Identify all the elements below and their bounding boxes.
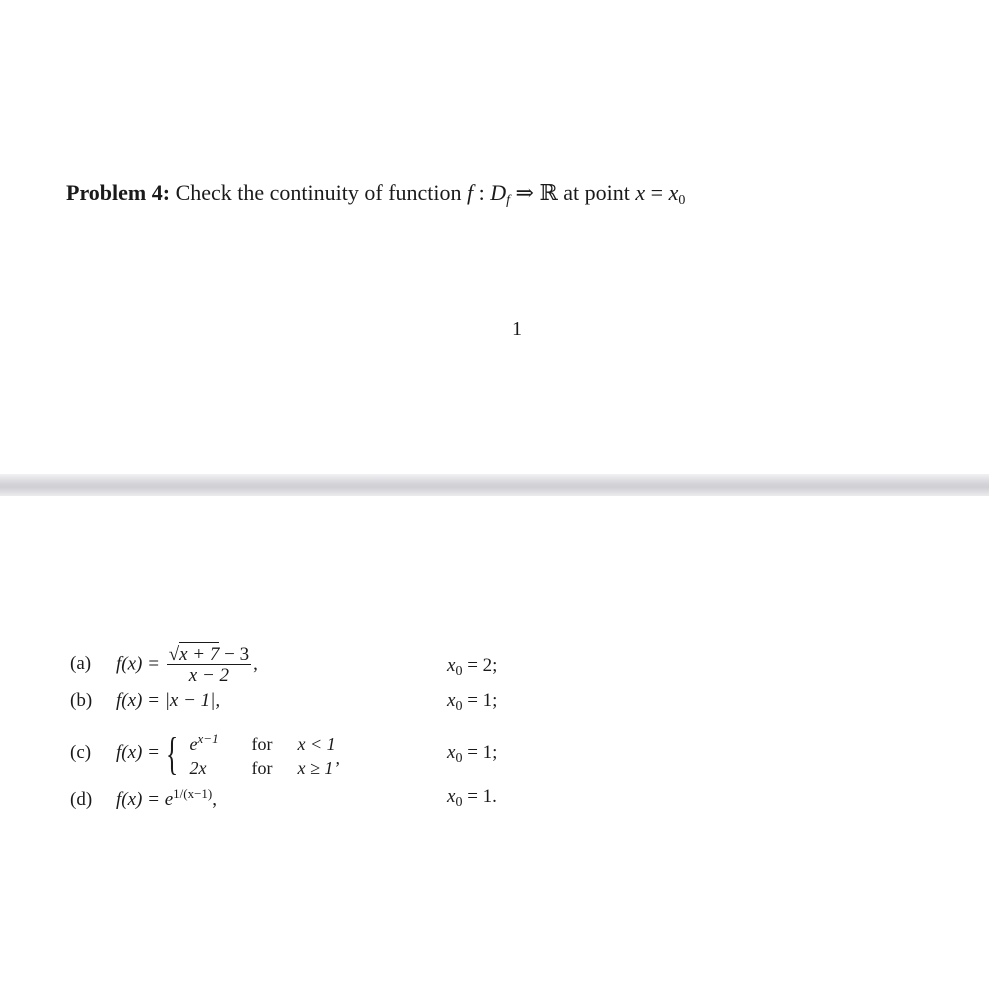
item-b xyxy=(70,690,220,712)
for-word: for xyxy=(251,758,273,778)
reals-symbol: ℝ xyxy=(539,181,558,206)
x0-subscript: 0 xyxy=(455,699,463,714)
function-symbol: f xyxy=(467,180,474,205)
page-separator xyxy=(0,474,989,496)
x0-symbol: x xyxy=(447,786,456,807)
item-c xyxy=(70,727,339,780)
item-lhs: f(x) = xyxy=(116,653,160,675)
variable-x: x xyxy=(635,180,646,205)
point-x0: x xyxy=(668,180,679,205)
x0-b xyxy=(447,690,497,715)
item-a xyxy=(70,645,258,685)
x0-value: = 2; xyxy=(462,655,498,676)
item-expression: f(x) = |x − 1|, xyxy=(116,690,221,711)
problem-statement xyxy=(66,180,685,209)
item-exponent: 1/(x−1) xyxy=(173,786,213,801)
colon-symbol: : xyxy=(473,180,491,205)
case-condition: x ≥ 1’ xyxy=(297,758,340,778)
x0-value: = 1; xyxy=(462,742,498,763)
equals-symbol: = xyxy=(645,180,669,205)
domain-subscript: f xyxy=(506,193,511,208)
case-condition: x < 1 xyxy=(297,734,336,754)
x0-subscript: 0 xyxy=(455,664,463,679)
fraction-numerator xyxy=(167,645,251,665)
item-label: (c) xyxy=(70,741,92,763)
x0-value: = 1; xyxy=(462,690,498,711)
x0-value: = 1. xyxy=(462,786,497,807)
x0-symbol: x xyxy=(447,690,456,711)
x0-d xyxy=(447,786,497,811)
item-trailing: , xyxy=(253,653,258,675)
case-exponent: x−1 xyxy=(197,731,219,746)
for-word: for xyxy=(251,734,273,754)
x0-symbol: x xyxy=(447,742,456,763)
item-lhs: f(x) = xyxy=(116,741,160,763)
item-label: (d) xyxy=(70,789,93,810)
at-point-text: at point xyxy=(557,180,636,205)
x0-subscript: 0 xyxy=(455,795,463,810)
case-expression: e xyxy=(189,734,198,754)
sqrt-radicand: x + 7 xyxy=(179,644,220,665)
domain-symbol: D xyxy=(490,180,507,205)
numerator-rest: − 3 xyxy=(219,644,250,665)
x0-symbol: x xyxy=(447,655,456,676)
item-trailing: , xyxy=(212,789,217,810)
x0-c xyxy=(447,742,497,767)
point-x0-subscript: 0 xyxy=(678,193,686,208)
arrow-symbol: ⇒ xyxy=(510,180,540,205)
problem-label: Problem 4: xyxy=(66,180,171,205)
left-brace: { xyxy=(165,727,178,779)
page-number: 1 xyxy=(512,318,522,340)
item-lhs: f(x) = e xyxy=(116,789,174,810)
sqrt-sign: √ xyxy=(168,644,180,665)
piecewise-cases xyxy=(184,727,340,780)
x0-a xyxy=(447,655,497,680)
item-d xyxy=(70,786,217,811)
fraction-denominator: x − 2 xyxy=(188,665,230,686)
item-label: (b) xyxy=(70,690,93,711)
fraction xyxy=(167,645,251,685)
item-label: (a) xyxy=(70,653,92,675)
case-expression: 2x xyxy=(189,758,207,778)
case-row xyxy=(184,756,340,780)
x0-subscript: 0 xyxy=(455,751,463,766)
case-row xyxy=(184,727,340,756)
problem-text: Check the continuity of function xyxy=(175,180,462,205)
